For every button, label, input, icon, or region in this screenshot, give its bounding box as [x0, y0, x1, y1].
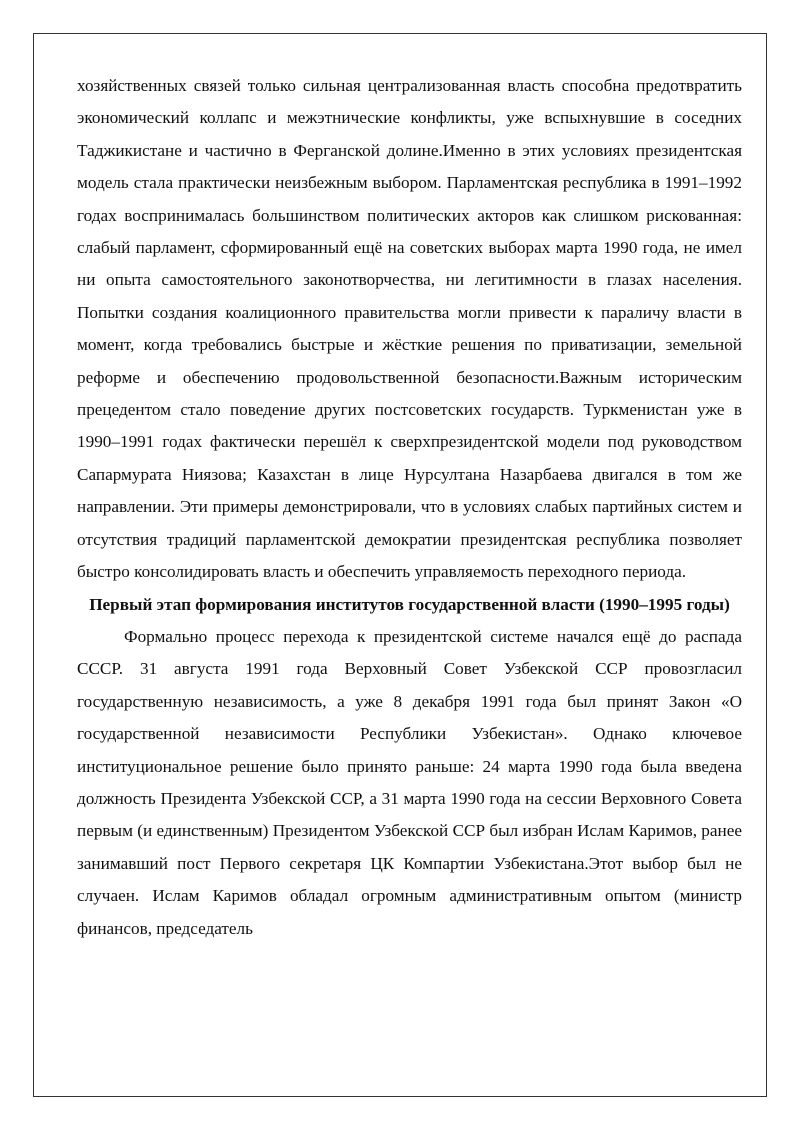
- body-paragraph: Формально процесс перехода к президентской системе начался ещё до распада СССР. 31 августа 1991 года Верховный Совет Узбекской ССР провозгласил государственную независимость, а уже 8 декабря 1991 года был принят Закон «О государственной независимости Республики Узбекистан». Однако ключевое институциональное решение было принято раньше: 24 марта 1990 года была введена должность Президента Узбекской ССР, а 31 марта 1990 года на сессии Верховного Совета первым (и единственным) Президентом Узбекской ССР был избран Ислам Каримов, ранее занимавший пост Первого секретаря ЦК Компартии Узбекистана.Этот выбор был не случаен. Ислам Каримов обладал огромным административным опытом (министр финансов, председатель: [77, 626, 742, 938]
- document-body: [77, 70, 742, 945]
- section-heading: Первый этап формирования институтов государственной власти (1990–1995 годы): [89, 594, 730, 614]
- body-paragraph: хозяйственных связей только сильная централизованная власть способна предотвратить экономический коллапс и межэтнические конфликты, уже вспыхнувшие в соседних Таджикистане и частично в Ферганской долине.Именно в этих условиях президентская модель стала практически неизбежным выбором. Парламентская республика в 1991–1992 годах воспринималась большинством политических акторов как слишком рискованная: слабый парламент, сформированный ещё на советских выборах марта 1990 года, не имел ни опыта самостоятельного законотворчества, ни легитимности в глазах населения. Попытки создания коалиционного правительства могли привести к параличу власти в момент, когда требовались быстрые и жёсткие решения по приватизации, земельной реформе и обеспечению продовольственной безопасности.Важным историческим прецедентом стало поведение других постсоветских государств. Туркменистан уже в 1990–1991 годах фактически перешёл к сверхпрезидентской модели под руководством Сапармурата Ниязова; Казахстан в лице Нурсултана Назарбаева двигался в том же направлении. Эти примеры демонстрировали, что в условиях слабых партийных систем и отсутствия традиций парламентской демократии президентская республика позволяет быстро консолидировать власть и обеспечить управляемость переходного периода.: [77, 76, 742, 582]
